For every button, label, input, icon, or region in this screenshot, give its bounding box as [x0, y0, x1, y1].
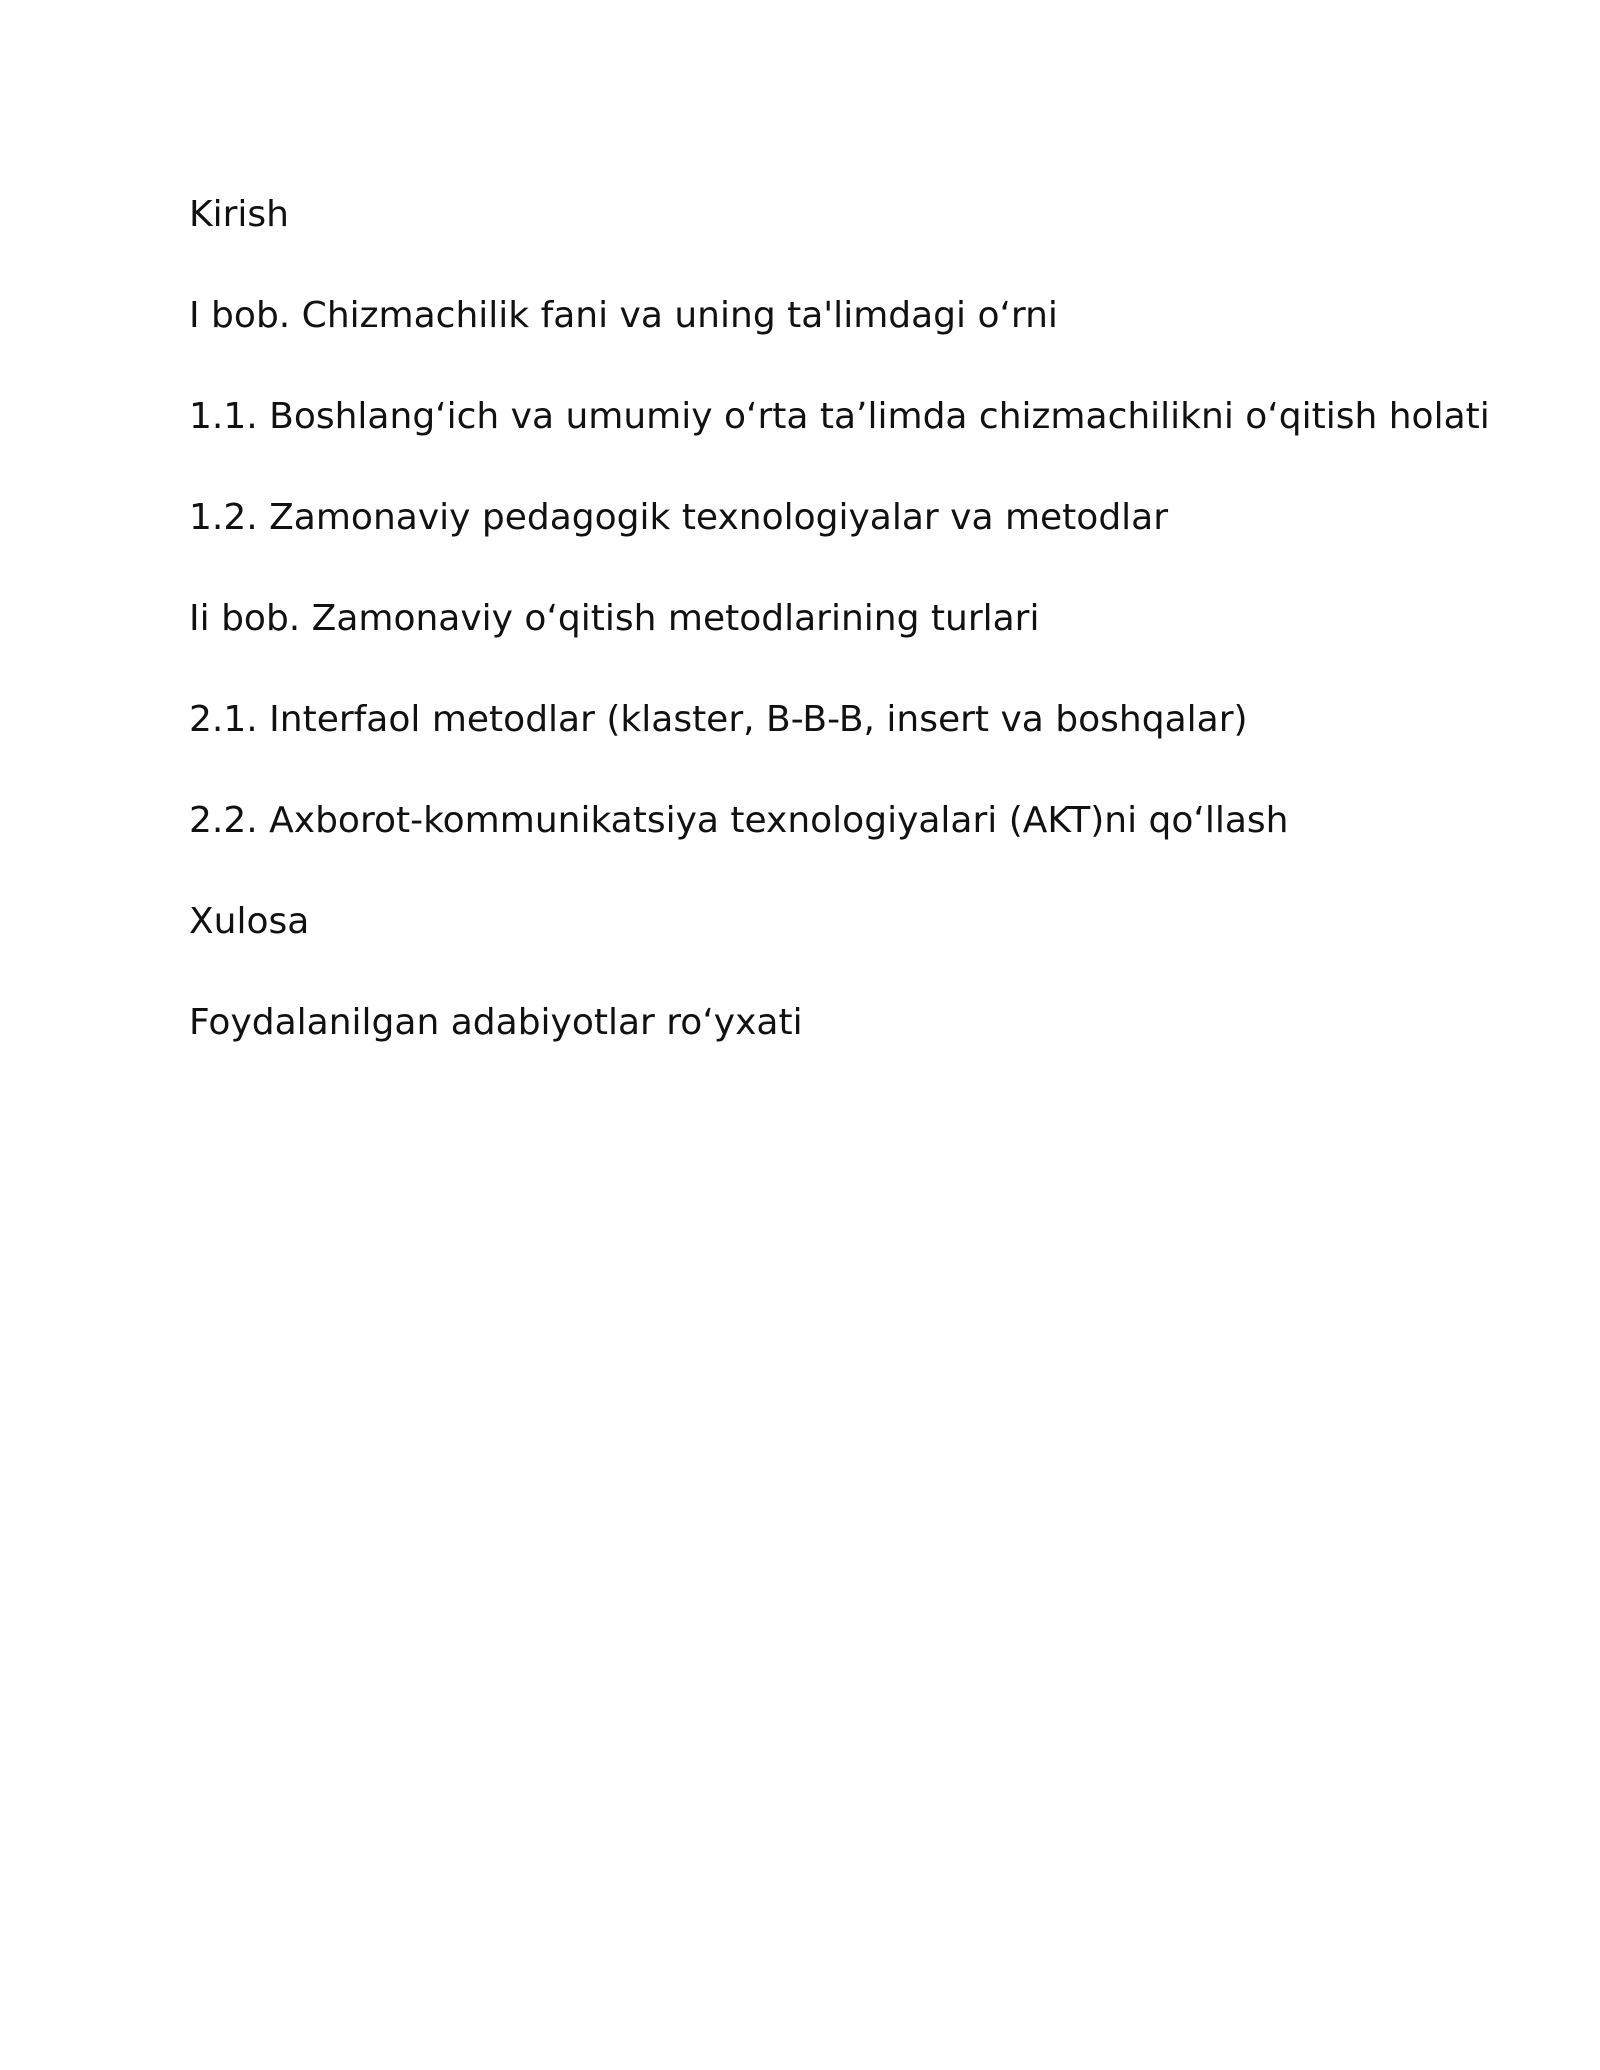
toc-item-section-1-2: 1.2. Zamonaviy pedagogik texnologiyalar va metodlar — [189, 497, 1169, 538]
toc-item-chapter-2: Ii bob. Zamonaviy o‘qitish metodlarining turlari — [189, 598, 1040, 639]
toc-item-section-2-2: 2.2. Axborot-kommunikatsiya texnologiyalari (AKT)ni qo‘llash — [189, 800, 1289, 841]
table-of-contents — [189, 186, 1490, 1095]
toc-item-conclusion: Xulosa — [189, 901, 310, 942]
toc-item-section-2-1: 2.1. Interfaol metodlar (klaster, B-B-B, insert va boshqalar) — [189, 699, 1248, 740]
toc-item-section-1-1: 1.1. Boshlang‘ich va umumiy o‘rta ta’limda chizmachilikni o‘qitish holati — [189, 396, 1490, 437]
toc-item-chapter-1: I bob. Chizmachilik fani va uning ta'limdagi o‘rni — [189, 295, 1058, 336]
toc-item-introduction: Kirish — [189, 194, 289, 235]
toc-item-references: Foydalanilgan adabiyotlar ro‘yxati — [189, 1002, 803, 1043]
